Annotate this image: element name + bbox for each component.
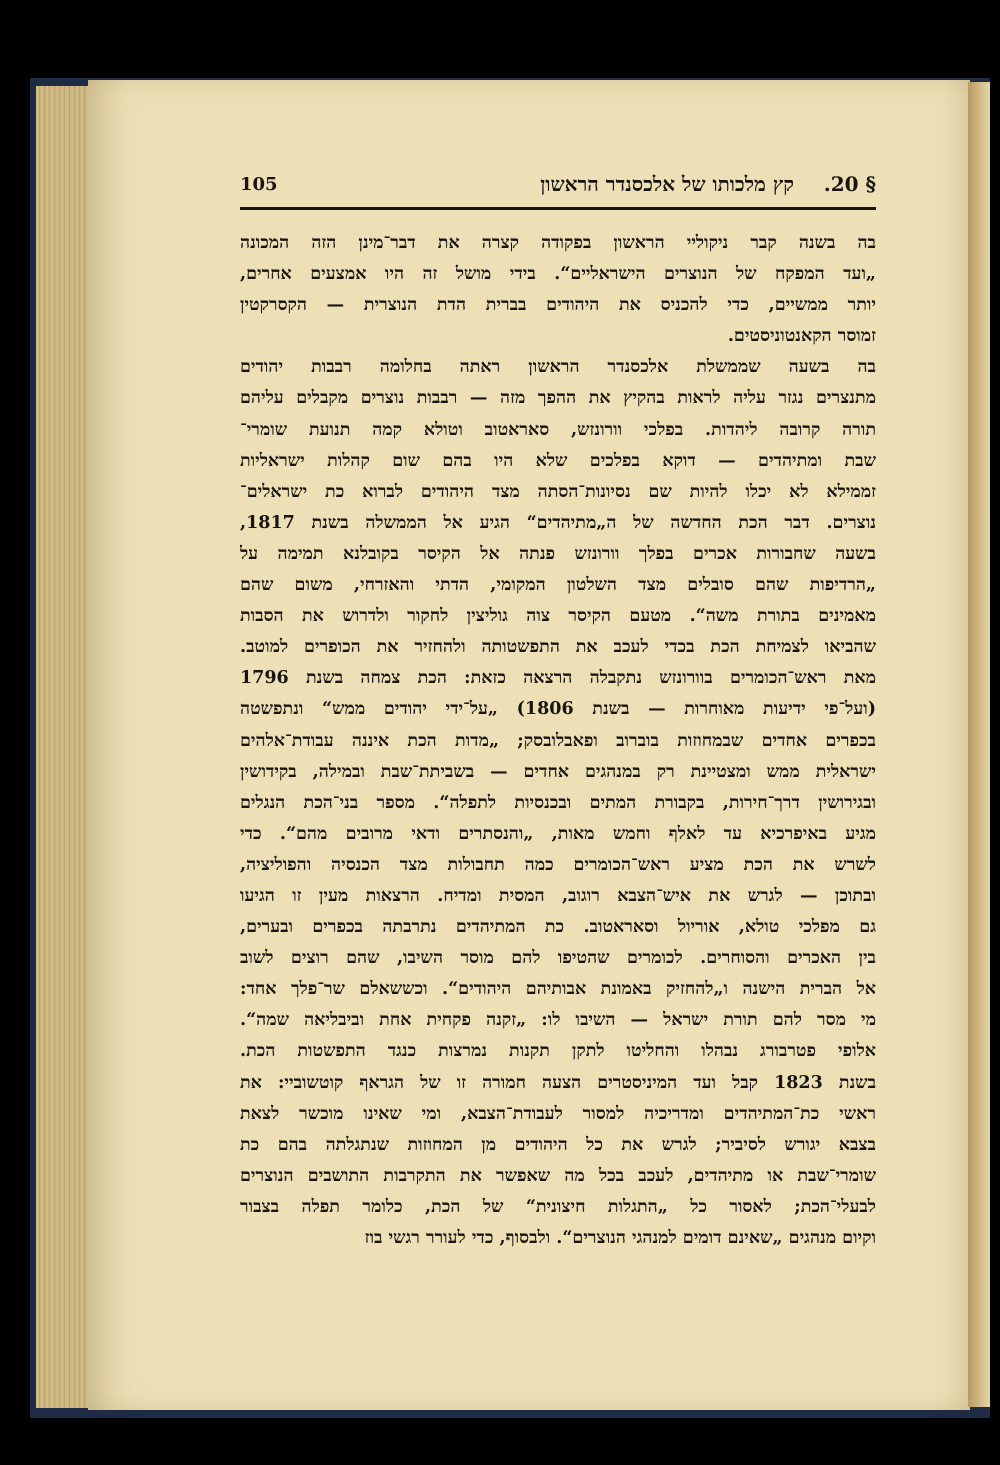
text-line: שומרי־שבת או מתיהדים, לעכב בכל מה שאפשר את התקרבות התושבים הנוצרים bbox=[240, 1165, 876, 1186]
page-body bbox=[240, 228, 876, 1254]
text-line: גם מפלכי טולא, אוריול וסאראטוב. כת המתיהדים נתרבתה בכפרים ובערים, bbox=[240, 917, 876, 938]
text-line: זממילא לא יכלו להיות שם נסיונות־הסתה מצד היהודים לברוא כת ישראלים־ bbox=[240, 481, 876, 502]
text-line: בשעה שחבורות אכרים בפלך וורונזש פנתה אל הקיסר בקובלנא תמימה על bbox=[240, 543, 876, 564]
text-line: בכפרים אחדים שבמחוזות בוברוב ופאבלובסק; „מדות הכת איננה עבודת־אלהים bbox=[240, 730, 876, 751]
text-line: ראשי כת־המתיהדים ומדריכיה למסור לעבודת־הצבא, ומי שאינו מוכשר לצאת bbox=[240, 1103, 876, 1124]
text-line: בצבא יגורש לסיביר; לגרש את כל היהודים מן המחוזות שנתגלתה בהם כת bbox=[240, 1134, 876, 1155]
text-line: יותר ממשיים, כדי להכניס את היהודים בברית הדת הנוצרית — הקסרקטין bbox=[240, 295, 876, 316]
text-line: בה בשעה שממשלת אלכסנדר הראשון ראתה בחלומה רבבות יהודים bbox=[240, 357, 876, 378]
text-line: מגיע באיפרכיא עד לאלף וחמש מאות, „והנסתרים ודאי מרובים מהם“. כדי bbox=[240, 823, 876, 844]
text-line: בשנת 1823 קבל ועד המיניסטרים הצעה חמורה זו של הגראף קוטשוביי: את bbox=[240, 1072, 876, 1093]
text-line: ובגירושין דרך־חירות, בקבורת המתים ובכנסיות לתפלה“. מספר בני־הכת הנגלים bbox=[240, 792, 876, 813]
text-line: שהביאו לצמיחת הכת בכדי לעכב את התפשטותה ולהחזיר את הכופרים למוטב. bbox=[240, 637, 876, 658]
text-line: „הרדיפות שהם סובלים מצד השלטון המקומי, הדתי והאזרחי, משום שהם bbox=[240, 575, 876, 596]
running-header bbox=[240, 172, 876, 206]
text-line: מאמינים בתורת משה“. מטעם הקיסר צוה גוליצין לחקור ולדרוש את הסבות bbox=[240, 606, 876, 627]
text-line: „ועד המפקח של הנוצרים הישראליים“. בידי מושל זה היו אמצעים אחרים, bbox=[240, 264, 876, 285]
chapter-title: קץ מלכותו של אלכסנדר הראשון bbox=[540, 172, 794, 196]
text-line: וקיום מנהגים „שאינם דומים למנהגי הנוצרים“. ולבסוף, כדי לעורר רגשי בוז bbox=[364, 1228, 876, 1248]
page-number: 105 bbox=[240, 174, 278, 195]
text-line: מתנצרים נגזר עליה לראות בהקיץ את ההפך מזה — רבבות נוצרים מקבלים עליהם bbox=[240, 388, 876, 409]
page-edges bbox=[36, 86, 96, 1408]
text-line: אל הברית הישנה ו„להחזיק באמונת אבותיהם היהודים“. וכששאלם שר־פלך אחד: bbox=[240, 979, 876, 1000]
text-line: לשרש את הכת מציע ראש־הכומרים כמה תחבולות מצד הכנסיה והפוליציה, bbox=[240, 854, 876, 875]
text-line: בה בשנה קבר ניקוליי הראשון בפקודה קצרה את דבר־מינן הזה המכונה bbox=[240, 233, 876, 253]
text-line: שבת ומתיהדים — דוקא בפלכים שלא היו בהם שום קהלות ישראליות bbox=[240, 450, 876, 471]
section-number: § 20. bbox=[823, 172, 876, 196]
text-line: תורה קרובה ליהדות. בפלכי וורונזש, סאראטוב וטולא קמה תנועת שומרי־ bbox=[240, 419, 876, 440]
text-line: לבעלי־הכת; לאסור כל „התגלות חיצונית“ של הכת, כלומר תפלה בצבור bbox=[240, 1196, 876, 1217]
text-line: מי מסר להם תורת ישראל — השיבו לו: „זקנה פקחית אחת וביבליאה שמה“. bbox=[240, 1010, 876, 1031]
facing-page-edge bbox=[968, 82, 990, 1407]
text-line: זמוסר הקאנטוניסטים. bbox=[727, 326, 876, 347]
text-line: מאת ראש־הכומרים בוורונזש נתקבלה הרצאה כזאת: הכת צמחה בשנת 1796 bbox=[240, 668, 876, 689]
text-line: נוצרים. דבר הכת החדשה של ה„מתיהדים“ הגיע אל הממשלה בשנת 1817, bbox=[240, 512, 876, 533]
text-line: ובתוכן — לגרש את איש־הצבא רוגוב, המסית ומדיח. הרצאות מעין זו הגיעו bbox=[240, 885, 876, 906]
text-line: בין האכרים והסוחרים. לכומרים שהטיפו להם מוסר השיבו, שהם רוצים לשוב bbox=[240, 948, 876, 969]
header-rule bbox=[240, 207, 876, 210]
text-line: ישראלית ממש ומצטיינת רק במנהגים אחדים — בשביתת־שבת ובמילה, בקידושין bbox=[240, 761, 876, 782]
text-line: אלופי פטרבורג נבהלו והחליטו לתקן תקנות נמרצות כנגד התפשטות הכת. bbox=[240, 1041, 876, 1062]
text-line: (ועל־פי ידיעות מאוחרות — בשנת 1806) „על־ידי יהודים ממש“ ונתפשטה bbox=[240, 699, 876, 720]
